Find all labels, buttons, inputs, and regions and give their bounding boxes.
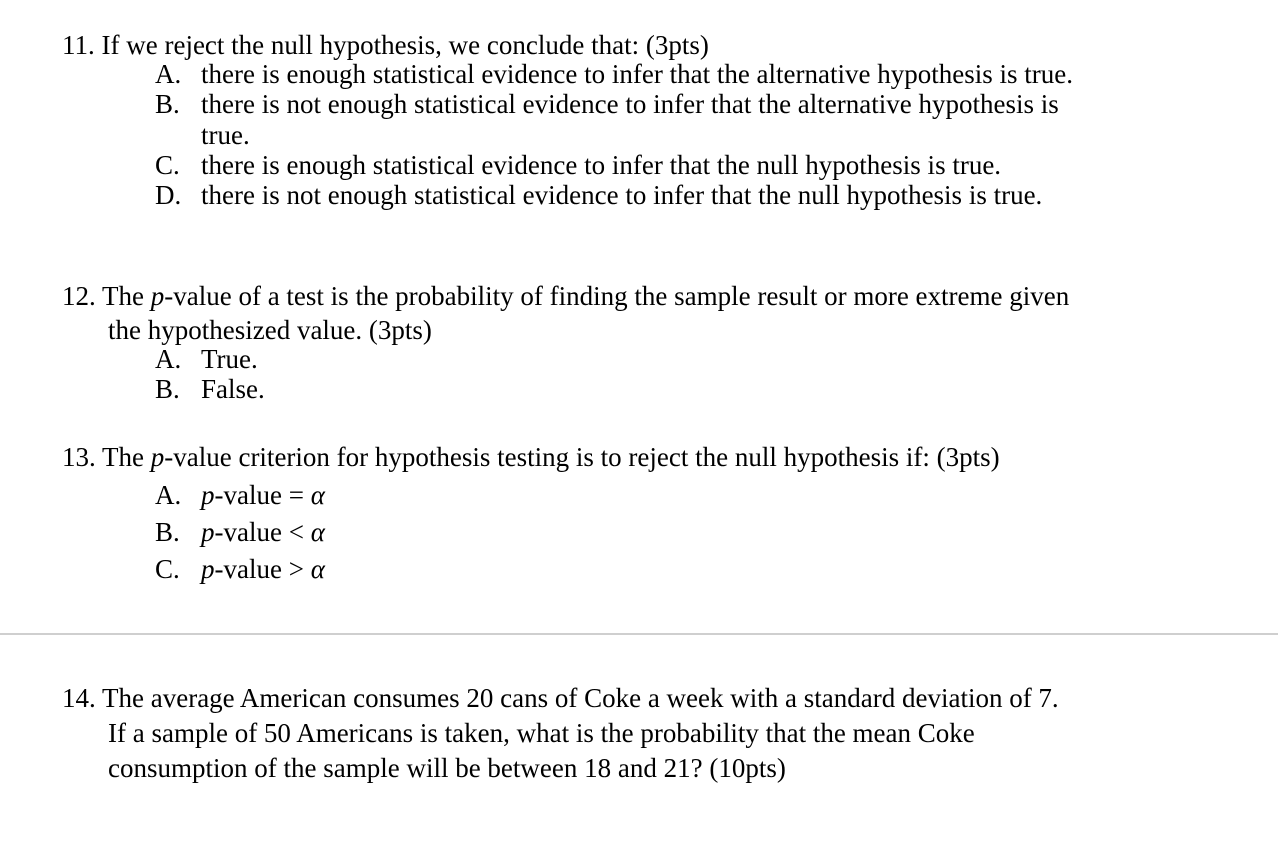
question-14-line2: If a sample of 50 Americans is taken, what is the probability that the mean Coke	[108, 718, 975, 748]
question-text-post: -value criterion for hypothesis testing is to reject the null hypothesis if: (3pts)	[164, 442, 1000, 472]
option-text: -value <	[214, 517, 311, 547]
q12-option-a	[155, 344, 258, 374]
question-14	[62, 683, 1059, 713]
p-symbol: p	[201, 517, 215, 547]
p-symbol: p	[201, 480, 215, 510]
question-text: The average American consumes 20 cans of Coke a week with a standard deviation of 7.	[102, 683, 1059, 713]
page-divider	[0, 633, 1278, 635]
q11-option-b-continuation	[155, 120, 250, 150]
question-text: If we reject the null hypothesis, we conclude that: (3pts)	[101, 30, 709, 60]
q13-option-b	[155, 517, 325, 547]
question-14-line3: consumption of the sample will be between 18 and 21? (10pts)	[108, 753, 786, 783]
question-text-pre: The	[102, 442, 151, 472]
q11-option-d	[155, 180, 1042, 210]
question-12	[62, 281, 1069, 311]
q12-option-b	[155, 374, 265, 404]
q11-option-c	[155, 150, 1001, 180]
question-number: 11.	[62, 30, 95, 60]
option-text: there is not enough statistical evidence to infer that the null hypothesis is true.	[201, 180, 1043, 210]
alpha-symbol: α	[310, 517, 325, 547]
p-symbol: p	[150, 442, 165, 472]
option-letter: D.	[155, 180, 182, 210]
question-11	[62, 30, 709, 60]
question-number: 14.	[62, 683, 96, 713]
option-letter: A.	[155, 480, 182, 510]
option-text: True.	[201, 344, 258, 374]
question-13	[62, 442, 1000, 472]
option-text: there is enough statistical evidence to infer that the null hypothesis is true.	[201, 150, 1002, 180]
option-text: there is enough statistical evidence to infer that the alternative hypothesis is true.	[201, 59, 1073, 89]
option-letter: C.	[155, 554, 180, 584]
p-symbol: p	[150, 281, 165, 311]
q13-option-a	[155, 480, 325, 510]
q13-option-c	[155, 554, 325, 584]
question-text-post: -value of a test is the probability of finding the sample result or more extreme given	[164, 281, 1070, 311]
question-number: 12.	[62, 281, 96, 311]
alpha-symbol: α	[310, 480, 325, 510]
option-letter: B.	[155, 374, 180, 404]
option-letter: A.	[155, 59, 182, 89]
option-text: true.	[201, 120, 250, 150]
option-text: False.	[201, 374, 265, 404]
option-text: -value =	[214, 480, 311, 510]
p-symbol: p	[201, 554, 215, 584]
q11-option-b	[155, 89, 1059, 119]
question-text-pre: The	[102, 281, 151, 311]
option-letter: C.	[155, 150, 180, 180]
option-letter: B.	[155, 89, 180, 119]
question-number: 13.	[62, 442, 96, 472]
option-letter: B.	[155, 517, 180, 547]
option-text: -value >	[214, 554, 311, 584]
alpha-symbol: α	[310, 554, 325, 584]
q11-option-a	[155, 59, 1073, 89]
question-12-line2: the hypothesized value. (3pts)	[108, 315, 432, 345]
option-text: there is not enough statistical evidence to infer that the alternative hypothesis is	[201, 89, 1059, 119]
option-letter: A.	[155, 344, 182, 374]
